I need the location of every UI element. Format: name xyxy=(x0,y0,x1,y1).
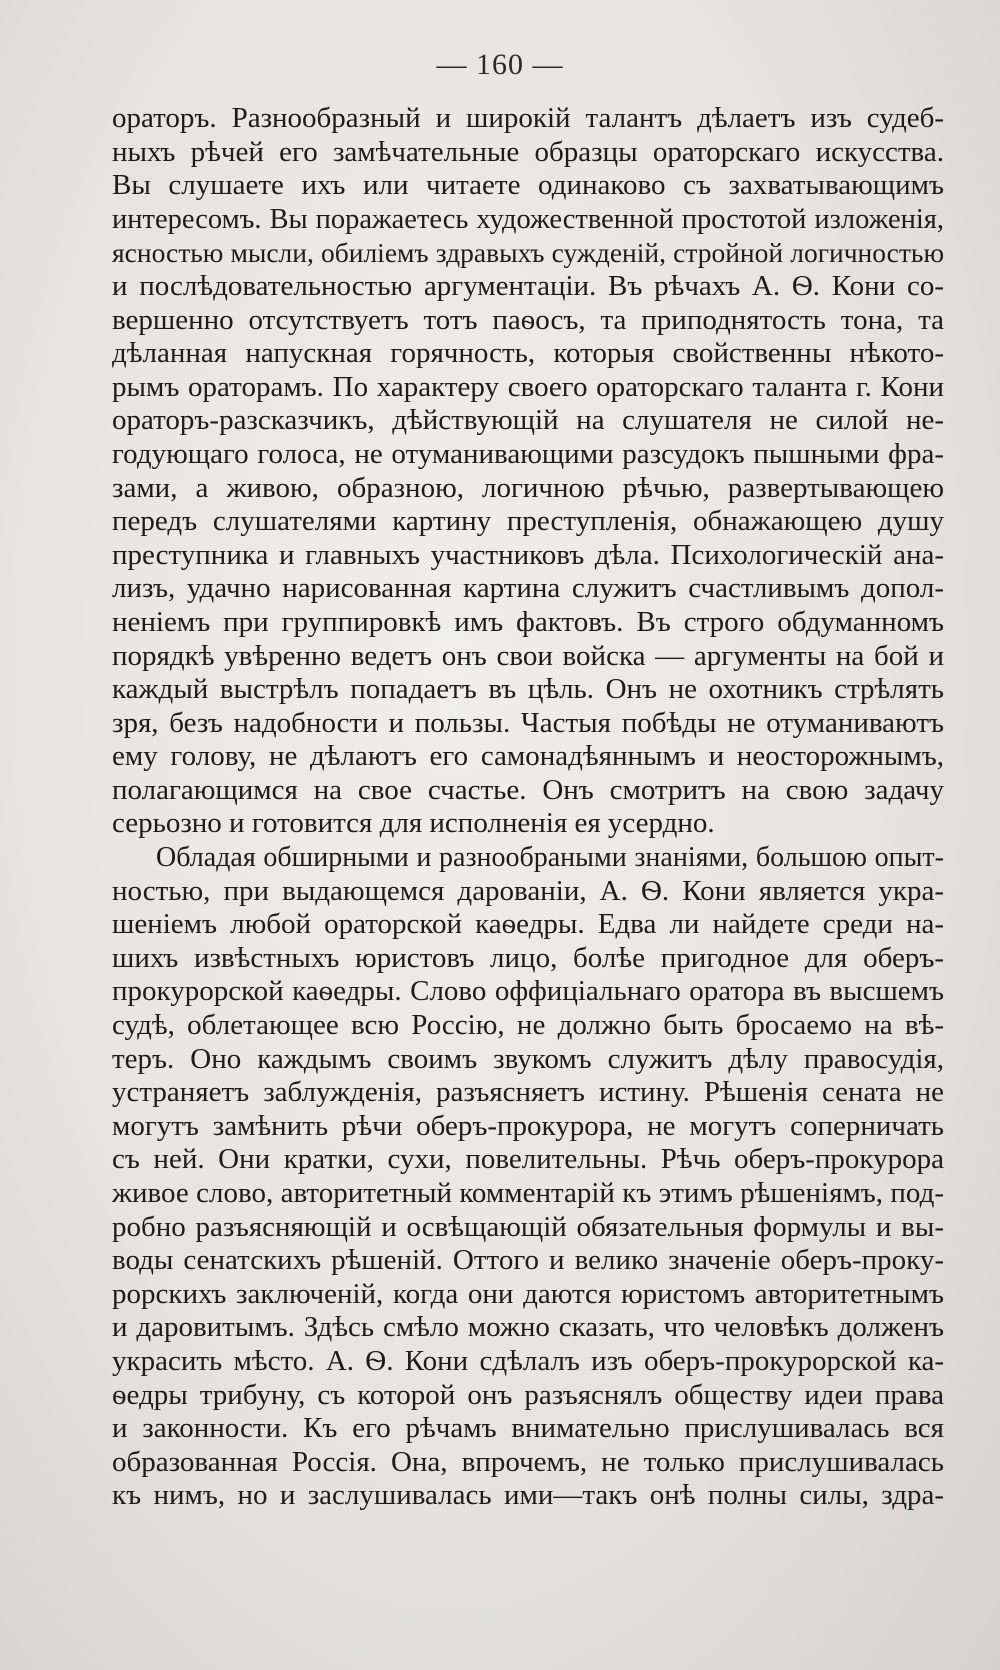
text-line: съ ней. Они кратки, сухи, повелительны. Рѣчь оберъ-прокурора xyxy=(112,1143,944,1176)
text-line: живое слово, авторитетный комментарій къ этимъ рѣшеніямъ, под- xyxy=(112,1177,944,1209)
text-line: лизъ, удачно нарисованная картина служитъ счастливымъ допол- xyxy=(112,572,944,605)
text-line: устраняетъ заблужденія, разъясняетъ истину. Рѣшенія сената не xyxy=(112,1076,944,1109)
text-line: и послѣдовательностью аргументаціи. Въ рѣчахъ А. Ѳ. Кони со- xyxy=(112,269,944,302)
text-line: рорскихъ заключеній, когда они даются юристомъ авторитетнымъ xyxy=(112,1277,944,1310)
text-line: судѣ, облетающее всю Россію, не должно быть бросаемо на вѣ- xyxy=(112,1009,944,1042)
text-line: неніемъ при группировкѣ имъ фактовъ. Въ строго обдуманномъ xyxy=(112,605,944,638)
text-line: могутъ замѣнить рѣчи оберъ-прокурора, не могутъ соперничать xyxy=(112,1109,944,1142)
text-line: шихъ извѣстныхъ юристовъ лицо, болѣе пригодное для оберъ- xyxy=(112,941,944,974)
text-line: ностью, при выдающемся дарованіи, А. Ѳ. Кони является укра- xyxy=(112,874,944,907)
text-line: ныхъ рѣчей его замѣчательные образцы ораторскаго искусства. xyxy=(112,135,944,168)
text-line: ясностью мысли, обиліемъ здравыхъ сужденій, стройной логичностью xyxy=(112,237,944,269)
text-line: ораторъ-разсказчикъ, дѣйствующій на слушателя не силой не- xyxy=(112,404,944,437)
text-line: ему голову, не дѣлаютъ его самонадѣяннымъ и неосторожнымъ, xyxy=(112,740,944,773)
text-line: и даровитымъ. Здѣсь смѣло можно сказать, что человѣкъ долженъ xyxy=(112,1311,944,1344)
text-line: воды сенатскихъ рѣшеній. Оттого и велико значеніе оберъ-проку- xyxy=(112,1244,944,1277)
text-line: зря, безъ надобности и пользы. Частыя побѣды не отуманиваютъ xyxy=(112,706,944,739)
text-line: Вы слушаете ихъ или читаете одинаково съ захватывающимъ xyxy=(112,169,944,202)
page-number: — 160 — xyxy=(436,48,564,81)
text-line: шеніемъ любой ораторской каѳедры. Едва ли найдете среди на- xyxy=(112,908,944,941)
text-line: интересомъ. Вы поражаетесь художественной простотой изложенія, xyxy=(112,203,944,235)
text-line: преступника и главныхъ участниковъ дѣла. Психологическій ана- xyxy=(112,538,944,571)
text-line: къ нимъ, но и заслушивалась ими—такъ онѣ полны силы, здра- xyxy=(112,1479,944,1512)
text-line: теръ. Оно каждымъ своимъ звукомъ служитъ дѣлу правосудія, xyxy=(112,1042,944,1075)
text-line: серьозно и готовится для исполненія ея усердно. xyxy=(112,807,715,840)
text-line: и законности. Къ его рѣчамъ внимательно прислушивалась вся xyxy=(112,1412,944,1445)
text-line: годующаго голоса, не отуманивающими разсудокъ пышными фра- xyxy=(112,437,944,470)
text-line: прокурорской каѳедры. Слово оффиціальнаго оратора въ высшемъ xyxy=(112,975,944,1008)
text-line: робно разъясняющій и освѣщающій обязательныя формулы и вы- xyxy=(112,1210,944,1243)
text-line-paragraph-start: Обладая обширными и разнообраными знаніями, большою опыт- xyxy=(156,842,944,874)
text-line: передъ слушателями картину преступленія, обнажающею душу xyxy=(112,505,944,538)
text-line: полагающимся на свое счастье. Онъ смотритъ на свою задачу xyxy=(112,773,944,806)
text-line: зами, а живою, образною, логичною рѣчью, развертывающею xyxy=(112,471,944,504)
text-line: каждый выстрѣлъ попадаетъ въ цѣль. Онъ не охотникъ стрѣлять xyxy=(112,673,944,706)
text-line: дѣланная напускная горячность, которыя свойственны нѣкото- xyxy=(112,337,944,370)
text-line: порядкѣ увѣренно ведетъ онъ свои войска — аргументы на бой и xyxy=(112,639,944,672)
text-line: ѳедры трибуну, съ которой онъ разъяснялъ обществу идеи права xyxy=(112,1378,944,1411)
text-line: рымъ ораторамъ. По характеру своего ораторскаго таланта г. Кони xyxy=(112,370,944,403)
text-line: украсить мѣсто. А. Ѳ. Кони сдѣлалъ изъ оберъ-прокурорской ка- xyxy=(112,1344,944,1377)
body-text xyxy=(112,102,944,1513)
text-line: ораторъ. Разнообразный и широкій талантъ дѣлаетъ изъ судеб- xyxy=(112,102,944,134)
text-line: вершенно отсутствуетъ тотъ паѳосъ, та приподнятость тона, та xyxy=(112,303,944,336)
text-line: образованная Россія. Она, впрочемъ, не только прислушивалась xyxy=(112,1445,944,1478)
